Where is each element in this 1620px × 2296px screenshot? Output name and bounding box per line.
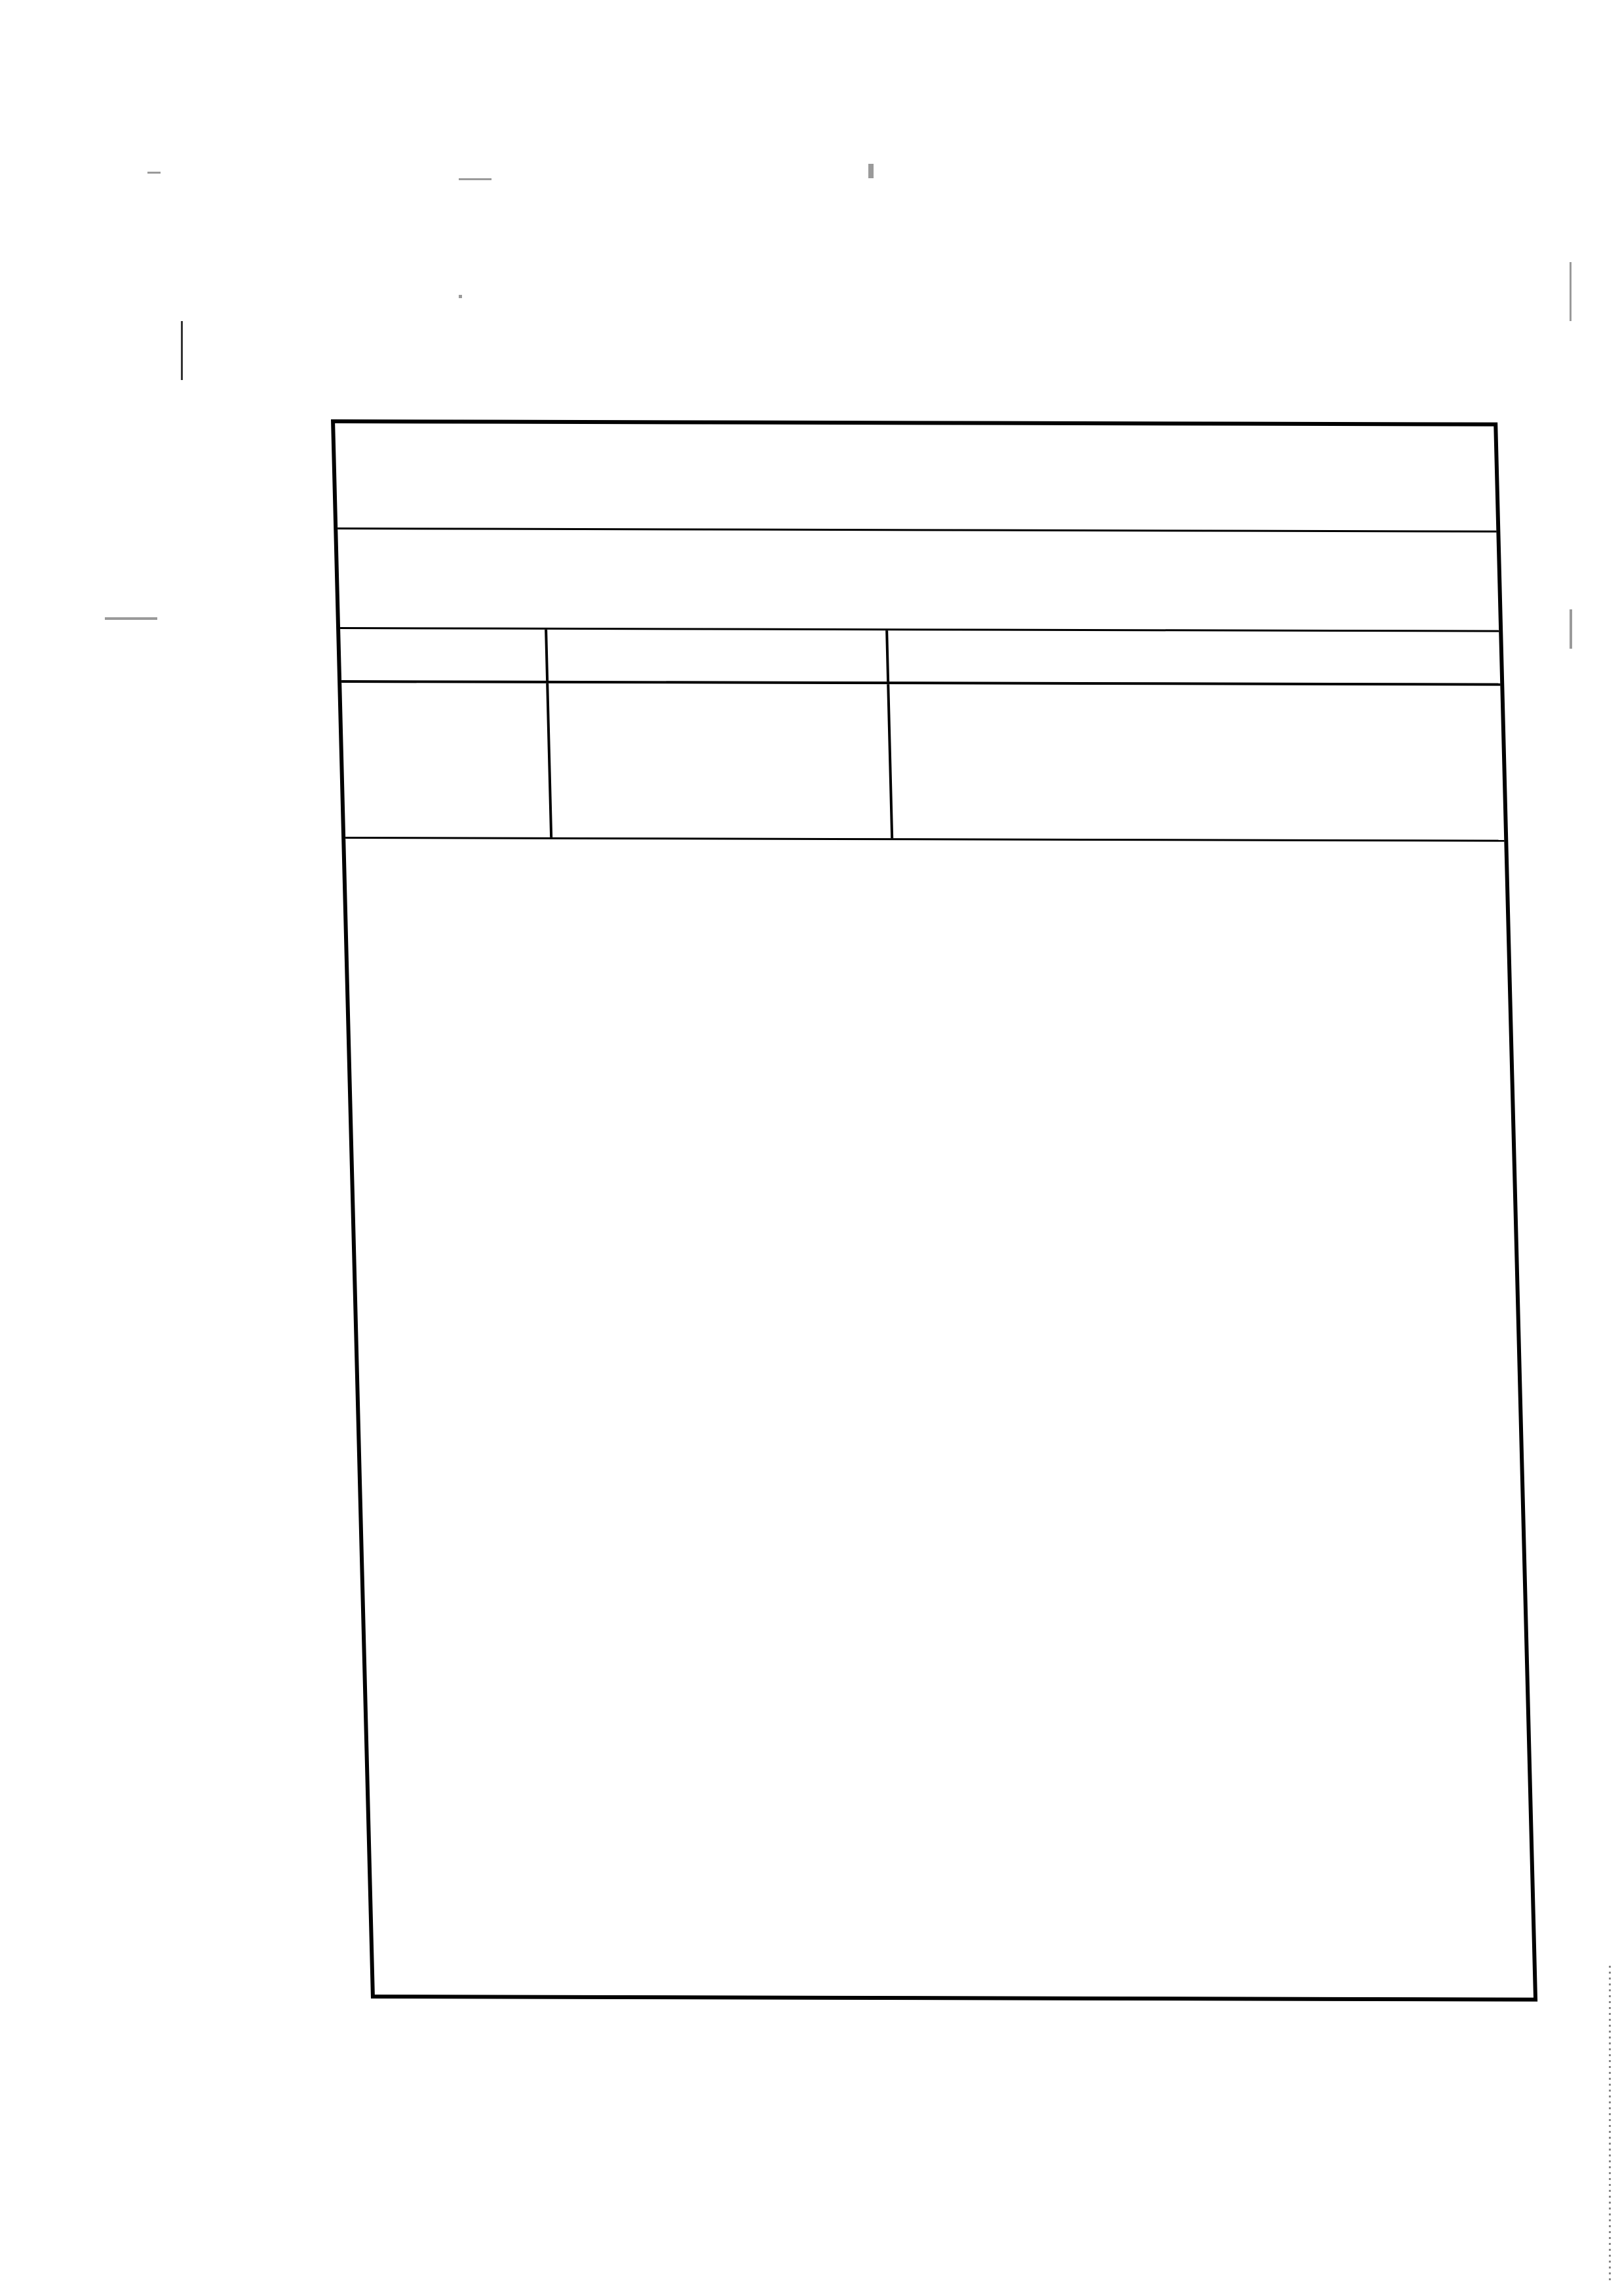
change-registration-form [331, 419, 1537, 2002]
change-item [341, 683, 546, 687]
section-title-row [338, 529, 1499, 632]
header-change-content [888, 630, 1500, 683]
header-change-item [340, 629, 549, 681]
column-header-row [340, 629, 1500, 686]
scan-mark [181, 321, 183, 380]
header-approval-number [547, 630, 889, 681]
approval-cell [549, 683, 893, 838]
form-title-row [335, 423, 1496, 533]
approval-line-1 [556, 687, 887, 688]
content-line-3 [897, 688, 1500, 689]
content-line-1 [897, 688, 1500, 689]
scan-edge-dots [1609, 1966, 1611, 2280]
table-row [341, 683, 1504, 842]
section-title [377, 554, 1471, 557]
content-cell [889, 684, 1504, 839]
item-cell [341, 683, 552, 837]
approval-line-2 [556, 687, 887, 688]
